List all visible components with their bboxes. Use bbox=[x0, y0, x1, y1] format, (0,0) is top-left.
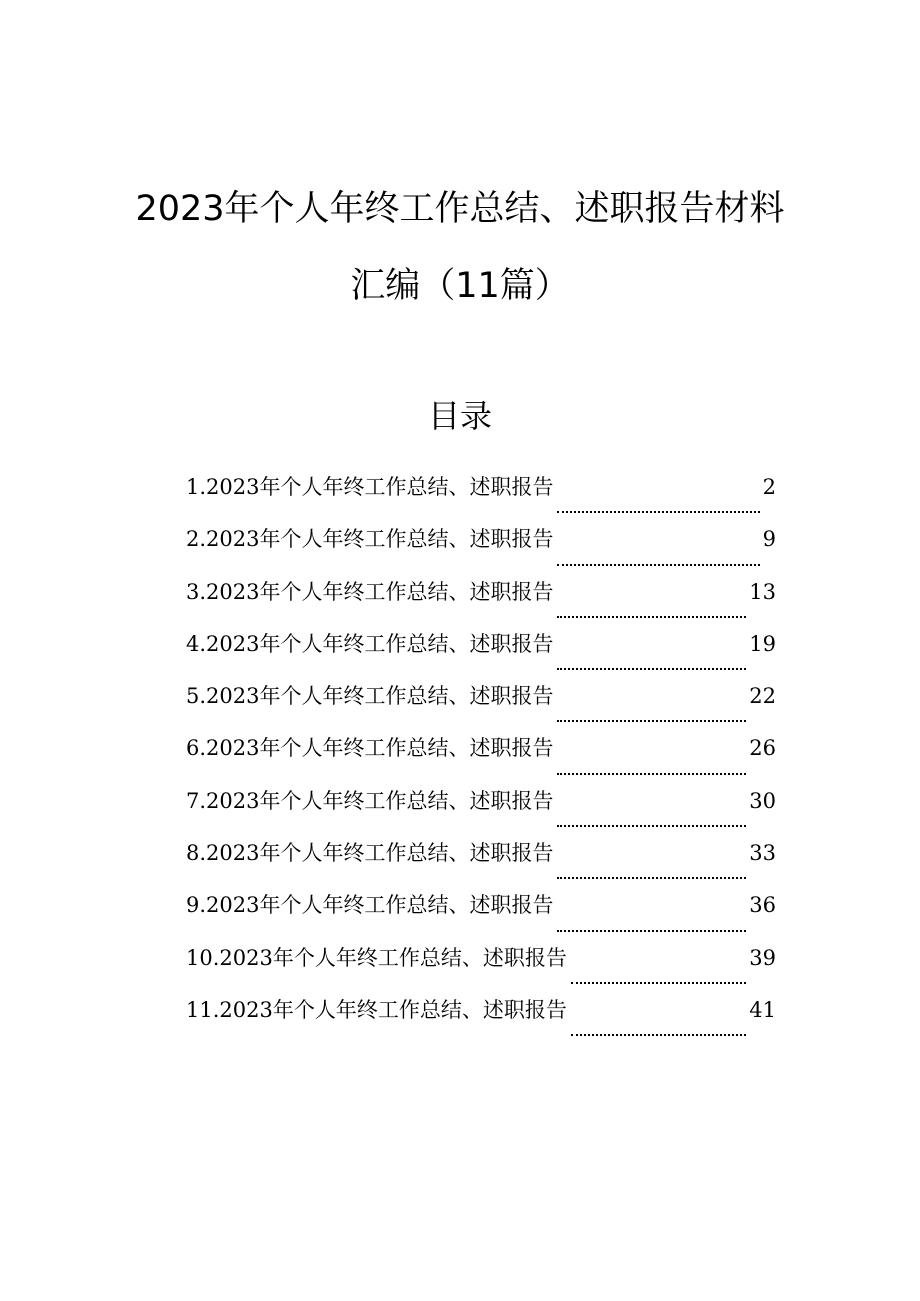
toc-entry-page: 41 bbox=[749, 997, 776, 1022]
toc-entry-page: 13 bbox=[749, 579, 776, 604]
toc-entry-title: 年个人年终工作总结、述职报告 bbox=[259, 631, 554, 656]
toc-dot-leader bbox=[557, 564, 759, 566]
toc-entry-page: 22 bbox=[749, 684, 776, 709]
toc-entry-number: 4.2023 bbox=[186, 631, 260, 656]
toc-entry-page: 26 bbox=[749, 736, 776, 761]
toc-dot-leader bbox=[557, 511, 759, 513]
toc-entry-title: 年个人年终工作总结、述职报告 bbox=[259, 527, 554, 552]
toc-entry[interactable] bbox=[186, 575, 776, 627]
toc-dot-leader bbox=[557, 877, 746, 879]
toc-entry-title: 年个人年终工作总结、述职报告 bbox=[259, 475, 554, 499]
toc-entry[interactable] bbox=[186, 784, 776, 836]
toc-entry[interactable] bbox=[186, 627, 776, 679]
toc-entry-title: 年个人年终工作总结、述职报告 bbox=[259, 788, 554, 813]
toc-dot-leader bbox=[557, 930, 746, 932]
toc-entry-number: 1.2023 bbox=[186, 475, 260, 499]
toc-entry[interactable] bbox=[186, 470, 776, 522]
toc-dot-leader bbox=[557, 616, 746, 618]
toc-entry[interactable] bbox=[186, 522, 776, 574]
toc-entry[interactable] bbox=[186, 731, 776, 783]
toc-entry-number: 10.2023 bbox=[186, 945, 273, 970]
toc-entry-number: 3.2023 bbox=[186, 579, 260, 604]
toc-entry-title: 年个人年终工作总结、述职报告 bbox=[259, 893, 554, 918]
toc-entry-page: 33 bbox=[749, 841, 776, 866]
document-title-line-2: 汇编（11篇） bbox=[350, 266, 570, 306]
toc-entry-number: 6.2023 bbox=[186, 736, 260, 761]
document-title-line-1: 2023年个人年终工作总结、述职报告材料 bbox=[135, 189, 785, 229]
toc-entry-page: 36 bbox=[749, 893, 776, 918]
toc-entry-page: 39 bbox=[749, 945, 776, 970]
toc-dot-leader bbox=[557, 825, 746, 827]
toc-entry[interactable] bbox=[186, 993, 776, 1045]
toc-entry-page: 2 bbox=[762, 475, 776, 499]
toc-entry[interactable] bbox=[186, 941, 776, 993]
toc-entry[interactable] bbox=[186, 679, 776, 731]
toc-entry-title: 年个人年终工作总结、述职报告 bbox=[259, 736, 554, 761]
toc-dot-leader bbox=[571, 982, 746, 984]
toc-entry-title: 年个人年终工作总结、述职报告 bbox=[259, 841, 554, 866]
toc-dot-leader bbox=[557, 773, 746, 775]
toc-entry-number: 8.2023 bbox=[186, 841, 260, 866]
toc-entry[interactable] bbox=[186, 888, 776, 940]
toc-entry-title: 年个人年终工作总结、述职报告 bbox=[272, 945, 567, 970]
toc-entry-page: 9 bbox=[762, 527, 776, 552]
toc-entry-title: 年个人年终工作总结、述职报告 bbox=[259, 579, 554, 604]
toc-dot-leader bbox=[557, 720, 746, 722]
table-of-contents bbox=[186, 470, 776, 1045]
toc-entry-number: 5.2023 bbox=[186, 684, 260, 709]
toc-entry-title: 年个人年终工作总结、述职报告 bbox=[259, 684, 554, 709]
toc-entry-page: 30 bbox=[749, 788, 776, 813]
toc-dot-leader bbox=[571, 1034, 746, 1036]
toc-entry[interactable] bbox=[186, 836, 776, 888]
toc-dot-leader bbox=[557, 668, 746, 670]
toc-heading: 目录 bbox=[427, 397, 492, 435]
toc-entry-page: 19 bbox=[749, 631, 776, 656]
toc-entry-number: 7.2023 bbox=[186, 788, 260, 813]
toc-entry-number: 2.2023 bbox=[186, 527, 260, 552]
toc-entry-title: 年个人年终工作总结、述职报告 bbox=[272, 997, 567, 1022]
toc-entry-number: 11.2023 bbox=[186, 997, 273, 1022]
toc-entry-number: 9.2023 bbox=[186, 893, 260, 918]
